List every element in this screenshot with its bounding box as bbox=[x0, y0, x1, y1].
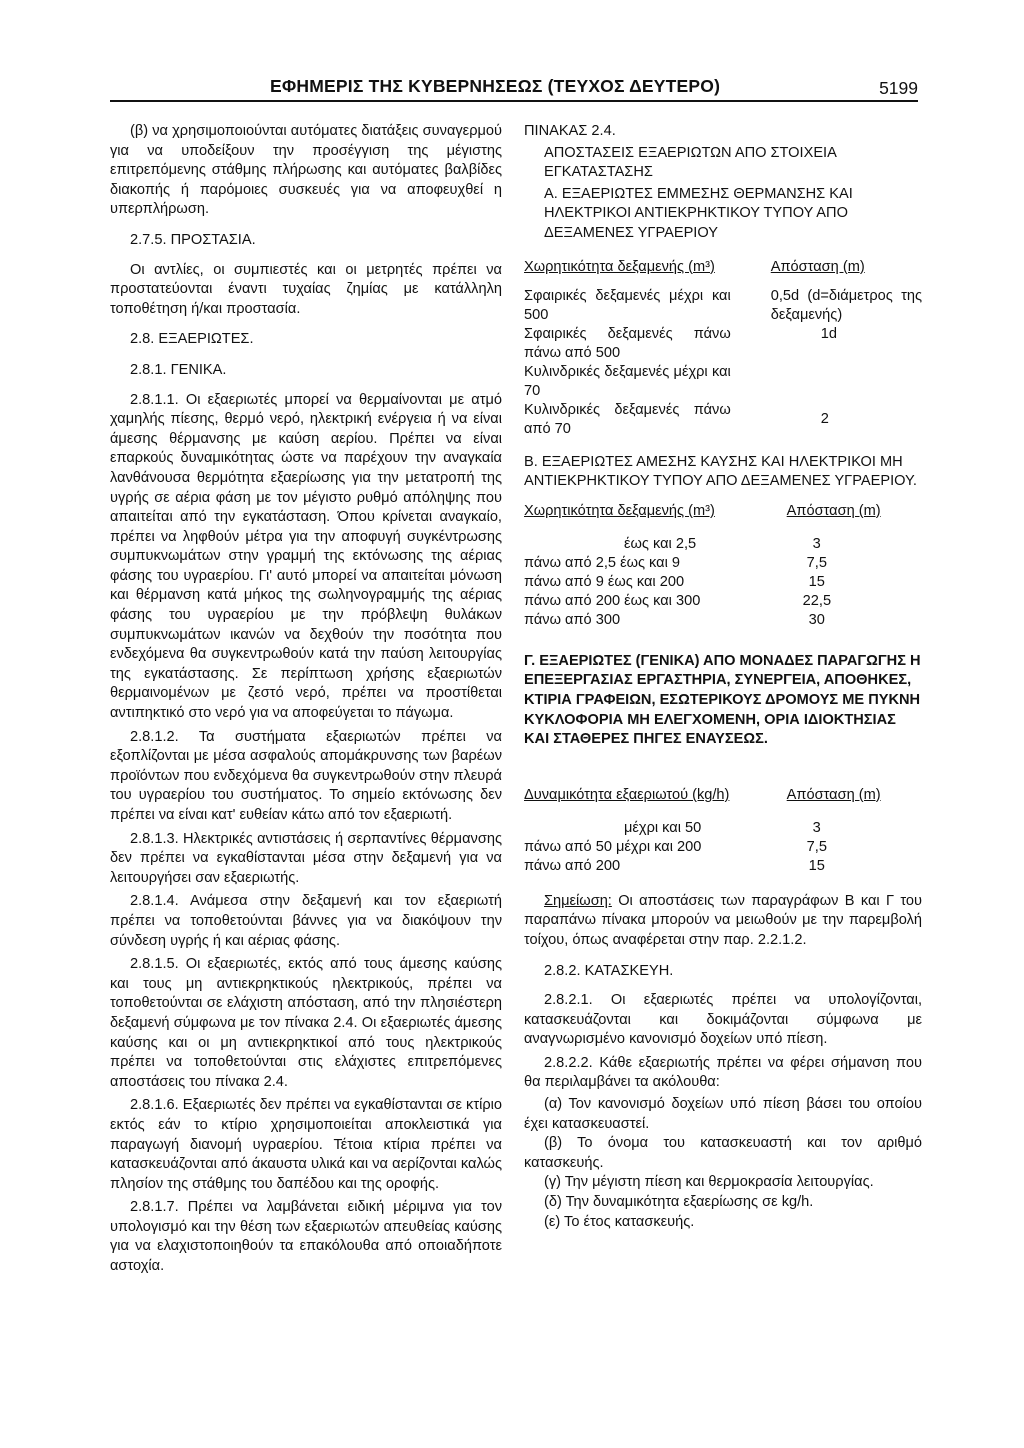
table-label: ΠΙΝΑΚΑΣ 2.4. bbox=[524, 123, 616, 139]
table-cell: πάνω από 200 έως και 300 bbox=[524, 592, 701, 609]
paragraph-2-8-1-4: 2.8.1.4. Ανάμεσα στην δεξαμενή και τον εξαεριωτή πρέπει να τοποθετούνται βάννες για να διακόψουν την σύνδεση υγρής ή και αέριας φάσης. bbox=[110, 893, 502, 949]
table-cell: πάνω από 200 bbox=[524, 857, 621, 874]
table-row bbox=[524, 554, 922, 573]
table-cell: Κυλινδρικές δεξαμενές μέχρι και 70 bbox=[524, 363, 731, 399]
table-row bbox=[524, 592, 922, 611]
table-header-row bbox=[524, 502, 922, 521]
paragraph-2-8-2-1: 2.8.2.1. Οι εξαεριωτές πρέπει να υπολογίζονται, κατασκευάζονται και δοκιμάζονται σύμφωνα με αναγνωρισμένο κανονισμό δοχείων υπό πίεση. bbox=[524, 992, 922, 1048]
table-cell: έως και 2,5 bbox=[624, 535, 697, 552]
table-row bbox=[524, 535, 922, 554]
table-cell: πάνω από 2,5 έως και 9 bbox=[524, 554, 681, 571]
table-cell: πάνω από 300 bbox=[524, 611, 621, 628]
table-cell: 3 bbox=[812, 535, 821, 552]
table-cell: 2 bbox=[820, 410, 829, 427]
table-cell bbox=[771, 363, 922, 401]
note bbox=[524, 892, 922, 951]
list-item: (α) Τον κανονισμό δοχείων υπό πίεση βάσει του οποίου έχει κατασκευαστεί. bbox=[524, 1096, 922, 1132]
table-cell: 3 bbox=[812, 819, 821, 836]
paragraph-2-8-1-2: 2.8.1.2. Τα συστήματα εξαεριωτών πρέπει να εξοπλίζονται με μέσα ασφαλούς απομάκρυνσης των βαρέων προϊόντων που ενδεχόμενα θα συγκεντρωθούν στην πλευρά του υγραερίου του συστήματος. Το σημείο εκτόνωσης δεν πρέπει να είναι κατ' ευθείαν κάτω από τον εξαεριωτή. bbox=[110, 728, 502, 823]
table-cell: μέχρι και 50 bbox=[624, 819, 702, 836]
table-row bbox=[524, 401, 922, 439]
table-header-cell: Απόσταση (m) bbox=[786, 786, 881, 803]
page-header bbox=[110, 76, 918, 104]
table-header-cell: Απόσταση (m) bbox=[786, 502, 881, 519]
table-a bbox=[524, 258, 922, 439]
heading-2-8-2: 2.8.2. ΚΑΤΑΣΚΕΥΗ. bbox=[544, 962, 674, 979]
header-rule bbox=[110, 100, 918, 102]
table-header-row bbox=[524, 786, 922, 805]
table-c bbox=[524, 786, 922, 876]
paragraph-2-8-1-3: 2.8.1.3. Ηλεκτρικές αντιστάσεις ή σερπαντίνες θέρμανσης δεν πρέπει να εγκαθίστανται μέσα στην δεξαμενή για να λειτουργήσει σαν εξαεριωτής. bbox=[110, 830, 502, 886]
left-column bbox=[110, 122, 502, 1281]
paragraph-2-8-1-7: 2.8.1.7. Πρέπει να λαμβάνεται ειδική μέριμνα για τον υπολογισμό και την θέση των εξαεριωτών απευθείας καύσης για να ελαχιστοποιηθούν τα επακόλουθα από οποιαδήποτε αστοχία. bbox=[110, 1199, 502, 1275]
right-column bbox=[524, 122, 922, 1232]
table-row bbox=[524, 325, 922, 363]
section-c-heading: Γ. ΕΞΑΕΡΙΩΤΕΣ (ΓΕΝΙΚΑ) ΑΠΟ ΜΟΝΑΔΕΣ ΠΑΡΑΓΩΓΗΣ Η ΕΠΕΞΕΡΓΑΣΙΑΣ ΕΡΓΑΣΤΗΡΙΑ, ΣΥΝΕΡΓΕΙΑ, ΑΠΟΘΗΚΕΣ, ΚΤΙΡΙΑ ΓΡΑΦΕΙΩΝ, ΕΣΩΤΕΡΙΚΟΥΣ ΔΡΟΜΟΥΣ ΜΕ ΠΥΚΝΗ ΚΥΚΛΟΦΟΡΙΑ ΜΗ ΕΛΕΓΧΟΜΕΝΗ, ΟΡΙΑ ΙΔΙΟΚΤΗΣΙΑΣ ΚΑΙ ΣΤΑΘΕΡΕΣ ΠΗΓΕΣ ΕΝΑΥΣΕΩΣ. bbox=[524, 652, 921, 748]
table-cell: 15 bbox=[808, 573, 825, 590]
table-cell: 30 bbox=[808, 611, 825, 628]
paragraph-2-8-2-2: 2.8.2.2. Κάθε εξαεριωτής πρέπει να φέρει σήμανση που θα περιλαμβάνει τα ακόλουθα: bbox=[524, 1054, 922, 1091]
section-a-heading: Α. ΕΞΑΕΡΙΩΤΕΣ ΕΜΜΕΣΗΣ ΘΕΡΜΑΝΣΗΣ ΚΑΙ ΗΛΕΚΤΡΙΚΟΙ ΑΝΤΙΕΚΡΗΚΤΙΚΟΥ ΤΥΠΟΥ ΑΠΟ ΔΕΞΑΜΕΝΕΣ ΥΓΡΑΕΡΙΟΥ bbox=[544, 185, 853, 241]
table-header-cell: Χωρητικότητα δεξαμενής (m³) bbox=[524, 502, 715, 519]
table-row bbox=[524, 363, 922, 401]
table-header-cell: Απόσταση (m) bbox=[770, 258, 865, 275]
table-cell: Κυλινδρικές δεξαμενές πάνω από 70 bbox=[524, 401, 731, 437]
page-number: 5199 bbox=[879, 78, 918, 98]
table-cell: 1d bbox=[820, 325, 837, 342]
table-row bbox=[524, 838, 922, 857]
note-text: Οι αποστάσεις των παραγράφων Β και Γ του παραπάνω πίνακα μπορούν να μειωθούν με την παρεμβολή τοίχου, όπως αναφέρεται στην παρ. 2.2.1.2. bbox=[524, 892, 922, 948]
paragraph-2-8-1-5: 2.8.1.5. Οι εξαεριωτές, εκτός από τους άμεσης καύσης και τους μη αντιεκρηκτικούς ηλεκτρικούς, πρέπει να τοποθετούνται σε ελάχιστη απόσταση, από την πλησιέστερη δεξαμενή σύμφωνα με τον πίνακα 2.4. Οι εξαεριωτές άμεσης καύσης και οι μη αντιεκρηκτικοί από τους ηλεκτρικούς πρέπει να τοποθετούνται στις ελάχιστες επιτρεπόμενες αποστάσεις του πίνακα 2.4. bbox=[110, 956, 502, 1090]
paragraph-2-7-5: Οι αντλίες, οι συμπιεστές και οι μετρητές πρέπει να προστατεύονται έναντι τυχαίας ζημίας με κατάλληλη τοποθέτηση ή/και προστασία. bbox=[110, 261, 502, 317]
table-b bbox=[524, 502, 922, 630]
table-row bbox=[524, 573, 922, 592]
table-cell: πάνω από 50 μέχρι και 200 bbox=[524, 838, 702, 855]
table-row bbox=[524, 287, 922, 325]
gazette-title: ΕΦΗΜΕΡΙΣ ΤΗΣ ΚΥΒΕΡΝΗΣΕΩΣ (ΤΕΥΧΟΣ ΔΕΥΤΕΡΟ) bbox=[270, 76, 721, 96]
table-cell: 15 bbox=[808, 857, 825, 874]
paragraph-2-8-1-6: 2.8.1.6. Εξαεριωτές δεν πρέπει να εγκαθίστανται σε κτίριο εκτός εάν το κτίριο χρησιμοποιείται αποκλειστικά για παραγωγή διανομή υγραερίου. Τέτοια κτίρια πρέπει να κατασκευάζονται από άκαυστα υλικά και να αερίζονται καλώς πλησίον της στάθμης του δαπέδου και της οροφής. bbox=[110, 1097, 503, 1192]
heading-2-8: 2.8. ΕΞΑΕΡΙΩΤΕΣ. bbox=[130, 331, 254, 348]
table-header-cell: Χωρητικότητα δεξαμενής (m³) bbox=[524, 258, 715, 275]
table-header-row bbox=[524, 258, 922, 277]
table-cell: Σφαιρικές δεξαμενές πάνω πάνω από 500 bbox=[524, 325, 731, 361]
table-title: ΑΠΟΣΤΑΣΕΙΣ ΕΞΑΕΡΙΩΤΩΝ ΑΠΟ ΣΤΟΙΧΕΙΑ ΕΓΚΑΤΑΣΤΑΣΗΣ bbox=[544, 144, 837, 181]
table-cell: πάνω από 9 έως και 200 bbox=[524, 573, 685, 590]
note-label: Σημείωση: bbox=[544, 892, 612, 909]
table-header-cell: Δυναμικότητα εξαεριωτού (kg/h) bbox=[524, 786, 730, 803]
heading-2-8-1: 2.8.1. ΓΕΝΙΚΑ. bbox=[130, 361, 227, 378]
table-cell: 7,5 bbox=[806, 554, 827, 571]
list-item: (γ) Την μέγιστη πίεση και θερμοκρασία λειτουργίας. bbox=[544, 1174, 874, 1191]
table-cell: Σφαιρικές δεξαμενές μέχρι και 500 bbox=[524, 287, 731, 323]
table-cell: 0,5d (d=διάμετρος της δεξαμενής) bbox=[770, 287, 922, 323]
list-item: (δ) Την δυναμικότητα εξαερίωσης σε kg/h. bbox=[544, 1194, 814, 1211]
list-item: (ε) Το έτος κατασκευής. bbox=[544, 1213, 695, 1230]
paragraph-beta: (β) να χρησιμοποιούνται αυτόματες διατάξεις συναγερμού για να υποδείξουν την προσέγγιση της μέγιστης επιτρεπόμενης στάθμης πλήρωσης και αυτόματες βαλβίδες διακοπής ή παρόμοιες συσκευές για να αποφευχθεί η υπερπλήρωση. bbox=[110, 123, 502, 218]
section-b-heading: Β. ΕΞΑΕΡΙΩΤΕΣ ΑΜΕΣΗΣ ΚΑΥΣΗΣ ΚΑΙ ΗΛΕΚΤΡΙΚΟΙ ΜΗ ΑΝΤΙΕΚΡΗΚΤΙΚΟΥ ΤΥΠΟΥ ΑΠΟ ΔΕΞΑΜΕΝΕΣ ΥΓΡΑΕΡΙΟΥ. bbox=[524, 453, 917, 490]
table-row bbox=[524, 611, 922, 630]
table-cell: 22,5 bbox=[802, 592, 832, 609]
table-row bbox=[524, 819, 922, 838]
table-cell: 7,5 bbox=[806, 838, 827, 855]
paragraph-2-8-1-1: 2.8.1.1. Οι εξαεριωτές μπορεί να θερμαίνονται με ατμό χαμηλής πίεσης, θερμό νερό, ηλεκτρική ενέργεια ή να είναι άμεσης θέρμανσης με καύση αερίου. Πρέπει να είναι επαρκούς δυναμικότητας ώστε να παρέχουν την αναγκαία λανθάνουσα θερμότητα εξαερίωσης για την μετατροπή της υγρής σε αέρια φάση με τον μέγιστο ρυθμό απόληψης που απαιτείται από την εγκατάσταση. Όπου κρίνεται αναγκαίο, πρέπει να ληφθούν μέτρα για την αποφυγή συγκέντρωσης συμπυκνωμάτων στην γραμμή της εκτόνωσης της αέριας φάσης του υγραερίου. Γι' αυτό μπορεί να απαιτείται μόνωση και θέρμανση κατά μήκος της σωληνογραμμής της αέριας φάσης του υγραερίου με την πρόβλεψη θυλάκων συμπυκνωμάτων ικανών να δεχθούν την ποσότητα που ενδεχόμενα θα συγκεντρωθούν κατά την παύση λειτουργίας της εγκατάστασης. Σε περίπτωση χρήσης εξαεριωτών θερμαινομένων με ζεστό νερό, πρέπει να προστίθεται αντιπηκτικό στο νερό για να αποφεύγεται το πάγωμα. bbox=[110, 391, 502, 722]
heading-2-7-5: 2.7.5. ΠΡΟΣΤΑΣΙΑ. bbox=[130, 231, 256, 248]
list-item: (β) Το όνομα του κατασκευαστή και τον αριθμό κατασκευής. bbox=[524, 1135, 922, 1171]
table-row bbox=[524, 857, 922, 876]
